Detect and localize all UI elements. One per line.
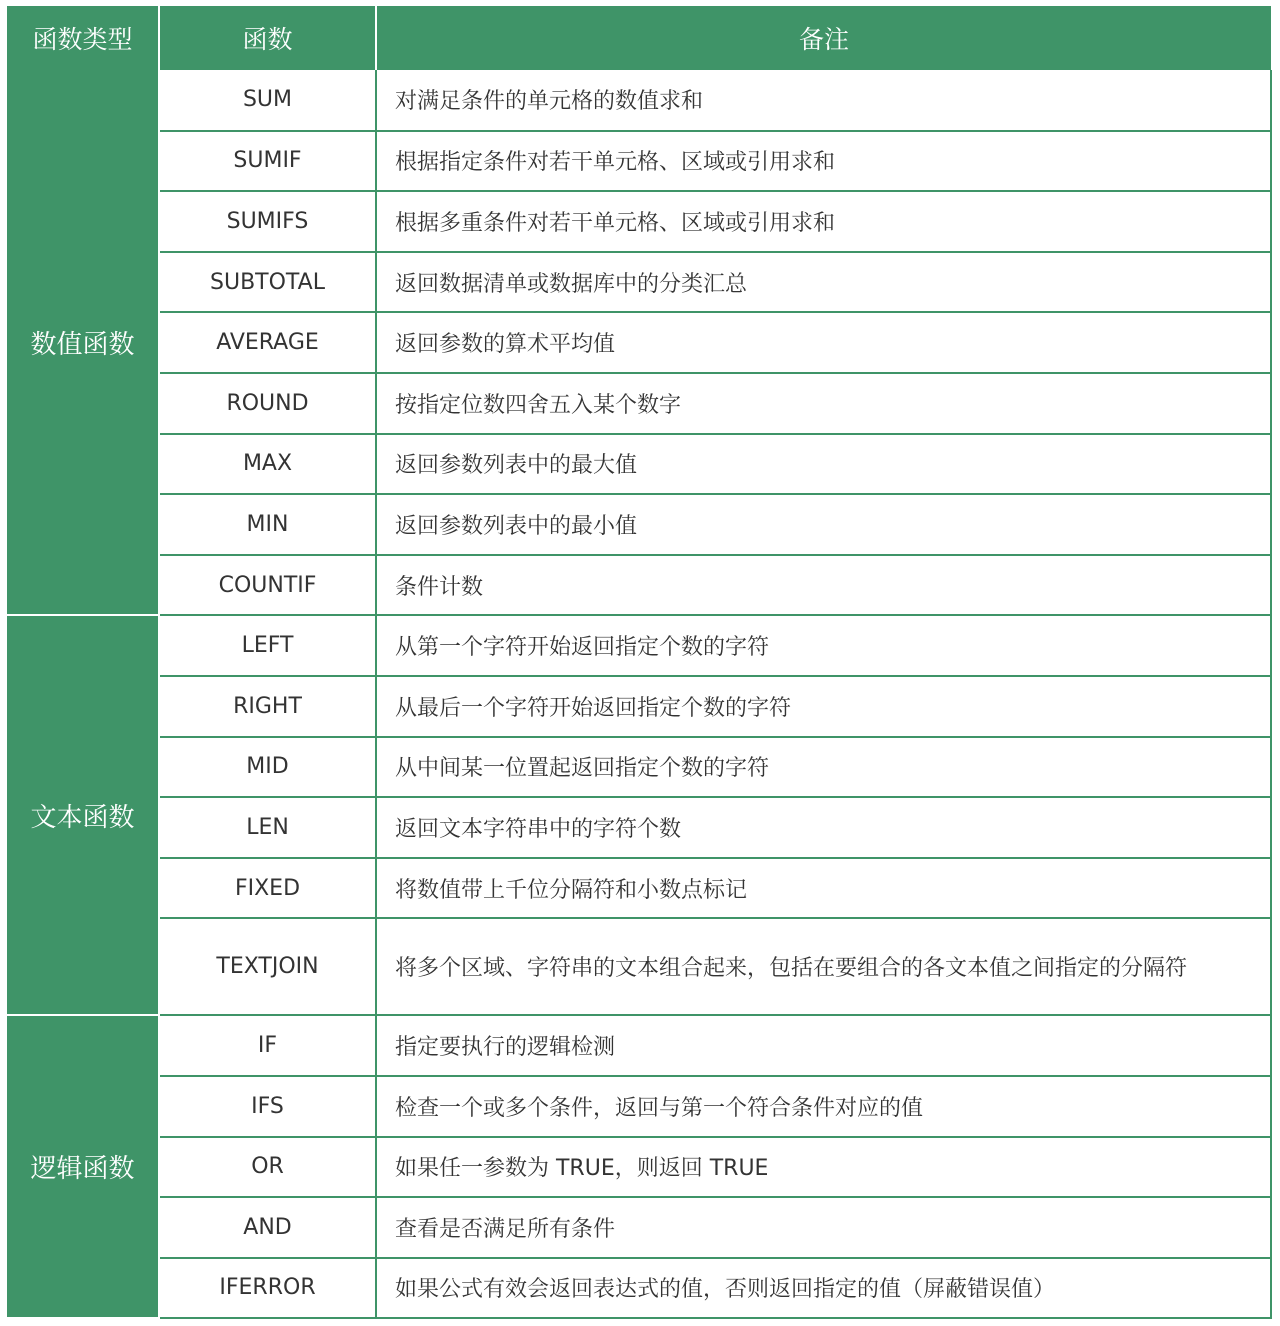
function-name-cell: LEFT bbox=[159, 615, 376, 676]
table-row bbox=[7, 494, 1271, 555]
function-note-cell: 如果任一参数为 TRUE，则返回 TRUE bbox=[376, 1137, 1271, 1198]
function-name-cell: MIN bbox=[159, 494, 376, 555]
table-body bbox=[7, 70, 1271, 1318]
table-row bbox=[7, 1137, 1271, 1198]
function-name-cell: SUBTOTAL bbox=[159, 252, 376, 313]
function-note-cell: 从中间某一位置起返回指定个数的字符 bbox=[376, 737, 1271, 798]
function-reference-table bbox=[7, 6, 1272, 1319]
function-name-cell: FIXED bbox=[159, 858, 376, 919]
header-function: 函数 bbox=[159, 6, 376, 70]
header-row bbox=[7, 6, 1271, 70]
function-name-cell: IFERROR bbox=[159, 1258, 376, 1319]
function-note-cell: 从最后一个字符开始返回指定个数的字符 bbox=[376, 676, 1271, 737]
function-name-cell: LEN bbox=[159, 797, 376, 858]
table-row bbox=[7, 676, 1271, 737]
table-row bbox=[7, 555, 1271, 616]
header-function-type: 函数类型 bbox=[7, 6, 159, 70]
function-name-cell: AVERAGE bbox=[159, 312, 376, 373]
function-note-cell: 从第一个字符开始返回指定个数的字符 bbox=[376, 615, 1271, 676]
function-note-cell: 根据多重条件对若干单元格、区域或引用求和 bbox=[376, 191, 1271, 252]
function-name-cell: SUM bbox=[159, 70, 376, 131]
function-name-cell: AND bbox=[159, 1197, 376, 1258]
table-row bbox=[7, 797, 1271, 858]
table-row bbox=[7, 615, 1271, 676]
function-note-cell: 对满足条件的单元格的数值求和 bbox=[376, 70, 1271, 131]
function-name-cell: MID bbox=[159, 737, 376, 798]
table-row bbox=[7, 737, 1271, 798]
table-row bbox=[7, 312, 1271, 373]
table-row bbox=[7, 918, 1271, 1015]
function-name-cell: TEXTJOIN bbox=[159, 918, 376, 1015]
function-name-cell: MAX bbox=[159, 434, 376, 495]
function-note-cell: 将多个区域、字符串的文本组合起来，包括在要组合的各文本值之间指定的分隔符 bbox=[376, 918, 1271, 1015]
category-text: 文本函数 bbox=[7, 615, 159, 1015]
function-note-cell: 按指定位数四舍五入某个数字 bbox=[376, 373, 1271, 434]
table-row bbox=[7, 434, 1271, 495]
table-row bbox=[7, 131, 1271, 192]
function-note-cell: 返回参数列表中的最大值 bbox=[376, 434, 1271, 495]
function-name-cell: RIGHT bbox=[159, 676, 376, 737]
function-name-cell: IFS bbox=[159, 1076, 376, 1137]
function-note-cell: 查看是否满足所有条件 bbox=[376, 1197, 1271, 1258]
function-note-cell: 返回参数的算术平均值 bbox=[376, 312, 1271, 373]
function-note-cell: 返回参数列表中的最小值 bbox=[376, 494, 1271, 555]
table-row bbox=[7, 70, 1271, 131]
function-name-cell: SUMIF bbox=[159, 131, 376, 192]
table-row bbox=[7, 252, 1271, 313]
table-header bbox=[7, 6, 1271, 70]
function-name-cell: COUNTIF bbox=[159, 555, 376, 616]
table-row bbox=[7, 1076, 1271, 1137]
function-note-cell: 条件计数 bbox=[376, 555, 1271, 616]
function-note-cell: 根据指定条件对若干单元格、区域或引用求和 bbox=[376, 131, 1271, 192]
table-row bbox=[7, 858, 1271, 919]
function-name-cell: IF bbox=[159, 1015, 376, 1076]
function-name-cell: ROUND bbox=[159, 373, 376, 434]
table-row bbox=[7, 373, 1271, 434]
function-note-cell: 指定要执行的逻辑检测 bbox=[376, 1015, 1271, 1076]
function-note-cell: 返回数据清单或数据库中的分类汇总 bbox=[376, 252, 1271, 313]
table-row bbox=[7, 1015, 1271, 1076]
header-note: 备注 bbox=[376, 6, 1271, 70]
function-reference-table-container bbox=[7, 6, 1271, 1319]
function-name-cell: SUMIFS bbox=[159, 191, 376, 252]
function-name-cell: OR bbox=[159, 1137, 376, 1198]
category-numeric: 数值函数 bbox=[7, 70, 159, 615]
function-note-cell: 检查一个或多个条件，返回与第一个符合条件对应的值 bbox=[376, 1076, 1271, 1137]
table-row bbox=[7, 1258, 1271, 1319]
function-note-cell: 将数值带上千位分隔符和小数点标记 bbox=[376, 858, 1271, 919]
function-note-cell: 如果公式有效会返回表达式的值，否则返回指定的值（屏蔽错误值） bbox=[376, 1258, 1271, 1319]
function-note-cell: 返回文本字符串中的字符个数 bbox=[376, 797, 1271, 858]
category-logic: 逻辑函数 bbox=[7, 1015, 159, 1318]
table-row bbox=[7, 191, 1271, 252]
table-row bbox=[7, 1197, 1271, 1258]
